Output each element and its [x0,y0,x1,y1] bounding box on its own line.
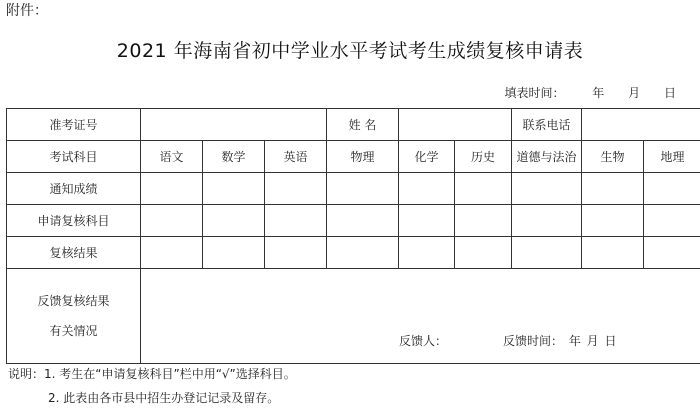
table-cell[interactable] [327,173,399,205]
subject-history: 历史 [455,141,512,173]
table-cell[interactable] [644,173,700,205]
fill-date-year: 年 [592,86,604,100]
feedback-date-label: 反馈时间： 年 月 日 [503,332,616,349]
note-1: 说明：1. 考生在“申请复核科目”栏中用“√”选择科目。 [8,362,296,386]
table-cell[interactable] [455,237,512,269]
attachment-label: 附件： [6,0,48,20]
table-row [7,173,700,205]
table-row [7,141,700,173]
table-row [7,237,700,269]
table-cell[interactable] [582,237,644,269]
table-cell[interactable] [327,205,399,237]
table-row [7,109,700,141]
table-cell[interactable] [399,173,455,205]
table-cell[interactable] [455,205,512,237]
fill-date [500,84,676,101]
review-subject-label: 申请复核科目 [7,205,141,237]
table-row [7,269,700,364]
table-cell[interactable] [203,205,265,237]
exam-number-field[interactable] [141,109,327,141]
table-cell[interactable] [582,205,644,237]
subject-english: 英语 [265,141,327,173]
feedback-label-line2: 有关情况 [7,316,140,346]
note-2: 2. 此表由各市县中招生办登记记录及留存。 [8,386,296,410]
fill-date-day: 日 [664,86,676,100]
review-result-label: 复核结果 [7,237,141,269]
table-cell[interactable] [644,205,700,237]
table-cell[interactable] [399,205,455,237]
name-field[interactable] [399,109,512,141]
table-cell[interactable] [455,173,512,205]
table-cell[interactable] [265,173,327,205]
subject-math: 数学 [203,141,265,173]
table-cell[interactable] [512,173,582,205]
phone-label: 联系电话 [512,109,582,141]
table-cell[interactable] [265,237,327,269]
table-cell[interactable] [141,237,203,269]
application-form-table [6,108,700,364]
subjects-label: 考试科目 [7,141,141,173]
table-cell[interactable] [265,205,327,237]
table-cell[interactable] [512,237,582,269]
notes [8,362,296,410]
subject-chinese: 语文 [141,141,203,173]
table-cell[interactable] [141,205,203,237]
fill-date-month: 月 [628,86,640,100]
table-cell[interactable] [203,173,265,205]
subject-chemistry: 化学 [399,141,455,173]
feedback-field[interactable] [141,269,700,364]
name-label: 姓 名 [327,109,399,141]
table-cell[interactable] [512,205,582,237]
table-row [7,205,700,237]
table-cell[interactable] [203,237,265,269]
notified-score-label: 通知成绩 [7,173,141,205]
subject-physics: 物理 [327,141,399,173]
feedback-signer-label: 反馈人： [399,332,447,349]
exam-number-label: 准考证号 [7,109,141,141]
table-cell[interactable] [327,237,399,269]
table-cell[interactable] [582,173,644,205]
subject-biology: 生物 [582,141,644,173]
feedback-label [7,269,141,364]
form-title: 2021 年海南省初中学业水平考试考生成绩复核申请表 [0,36,700,63]
feedback-sign-area [141,269,700,363]
fill-date-label: 填表时间： [504,86,564,100]
subject-geography: 地理 [644,141,700,173]
table-cell[interactable] [399,237,455,269]
phone-field[interactable] [582,109,700,141]
table-cell[interactable] [644,237,700,269]
table-cell[interactable] [141,173,203,205]
feedback-label-line1: 反馈复核结果 [7,286,140,316]
subject-morality-law: 道德与法治 [512,141,582,173]
